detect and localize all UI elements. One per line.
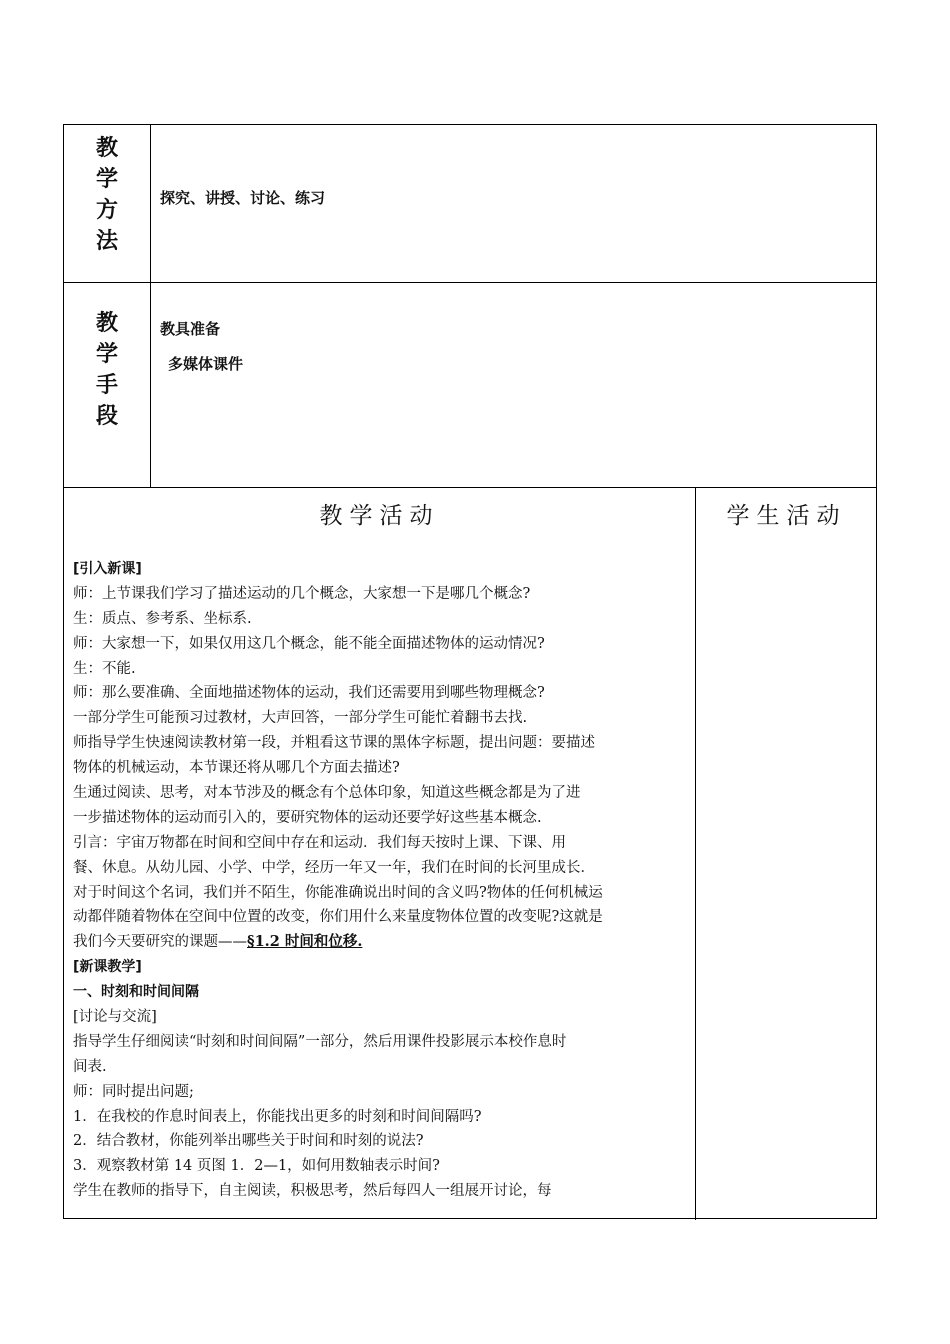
- means-label: 教 学 手 段: [95, 311, 118, 429]
- text-line: 师：大家想一下，如果仅用这几个概念，能不能全面描述物体的运动情况?: [73, 635, 545, 652]
- text-line: [讨论与交流]: [73, 1009, 157, 1026]
- text-line: 餐、休息。从幼儿园、小学、中学，经历一年又一年，我们在时间的长河里成长．: [73, 859, 595, 876]
- section-heading-time: 一、时刻和时间间隔: [73, 984, 199, 1001]
- means-content: 多媒体课件: [168, 355, 244, 373]
- text-line: 2．结合教材，你能列举出哪些关于时间和时刻的说法?: [73, 1133, 424, 1150]
- text-line: 一部分学生可能预习过教材，大声回答，一部分学生可能忙着翻书去找.: [73, 710, 528, 727]
- text-line: 引言：宇宙万物都在时间和空间中存在和运动．我们每天按时上课、下课、用: [73, 834, 566, 851]
- text-line: 对于时间这个名词，我们并不陌生，你能准确说出时间的含义吗?物体的任何机械运: [73, 884, 603, 901]
- text-line: 3．观察教材第 14 页图 1．2—1，如何用数轴表示时间?: [73, 1158, 440, 1175]
- section-heading-new-lesson: [新课教学]: [73, 959, 142, 976]
- text-line: 生：不能.: [73, 660, 136, 677]
- label-column-divider: [150, 125, 151, 487]
- text-line: 一步描述物体的运动而引入的，要研究物体的运动还要学好这些基本概念.: [73, 809, 542, 826]
- text-line: 师指导学生快速阅读教材第一段，并粗看这节课的黑体字标题，提出问题：要描述: [73, 735, 595, 752]
- student-activity-heading: 学生活动: [726, 503, 847, 529]
- text-line: 生通过阅读、思考，对本节涉及的概念有个总体印象，知道这些概念都是为了进: [73, 785, 581, 802]
- text-line: 生：质点、参考系、坐标系.: [73, 610, 252, 627]
- topic-line: 我们今天要研究的课题——§1.2 时间和位移.: [73, 933, 363, 951]
- text-line: 间表.: [73, 1058, 107, 1075]
- text-line: 师：同时提出问题;: [73, 1083, 194, 1100]
- row-divider-1: [64, 282, 876, 283]
- method-label: 教 学 方 法: [95, 136, 118, 254]
- teacher-activity-body: [73, 557, 693, 1204]
- lesson-topic: §1.2 时间和位移.: [247, 933, 363, 951]
- text-line: 1．在我校的作息时间表上，你能找出更多的时刻和时间间隔吗?: [73, 1108, 482, 1125]
- method-content: 探究、讲授、讨论、练习: [160, 189, 326, 207]
- activity-column-divider: [695, 487, 696, 1220]
- text-line: 动都伴随着物体在空间中位置的改变，你们用什么来量度物体位置的改变呢?这就是: [73, 909, 603, 926]
- text-line: 物体的机械运动，本节课还将从哪几个方面去描述?: [73, 760, 400, 777]
- teacher-activity-heading: 教学活动: [319, 503, 440, 529]
- means-title: 教具准备: [160, 320, 221, 338]
- text-line: 师：那么要准确、全面地描述物体的运动，我们还需要用到哪些物理概念?: [73, 685, 545, 702]
- row-divider-2: [64, 487, 876, 488]
- text-line: 师：上节课我们学习了描述运动的几个概念，大家想一下是哪几个概念?: [73, 585, 531, 602]
- text-line: 学生在教师的指导下，自主阅读，积极思考，然后每四人一组展开讨论，每: [73, 1183, 552, 1200]
- lesson-plan-table: [63, 124, 877, 1219]
- text-line: 指导学生仔细阅读“时刻和时间间隔”一部分，然后用课件投影展示本校作息时: [73, 1033, 567, 1050]
- section-heading-intro: [引入新课]: [73, 561, 142, 577]
